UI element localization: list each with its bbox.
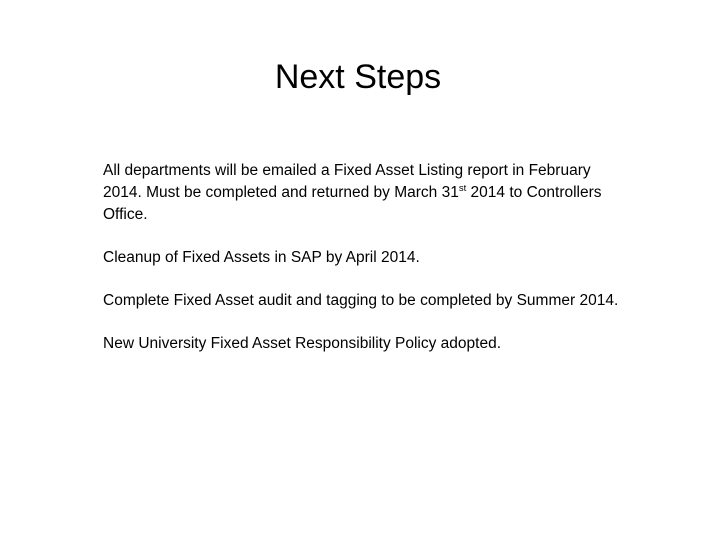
slide-body [103,160,633,376]
paragraph-cleanup: Cleanup of Fixed Assets in SAP by April 2014. [103,249,420,266]
slide-title: Next Steps [274,58,442,96]
paragraph-text-continued: 2014 to Controllers Office. [103,184,602,223]
paragraph-audit-tagging: Complete Fixed Asset audit and tagging to be completed by Summer 2014. [103,292,619,309]
ordinal-suffix: st [458,183,467,194]
paragraph-policy: New University Fixed Asset Responsibility Policy adopted. [103,335,502,352]
paragraph-fixed-asset-listing [103,160,633,226]
paragraph-text: All departments will be emailed a Fixed Asset Listing report in February 2014. Must be completed and returned by March 31 [103,162,591,201]
